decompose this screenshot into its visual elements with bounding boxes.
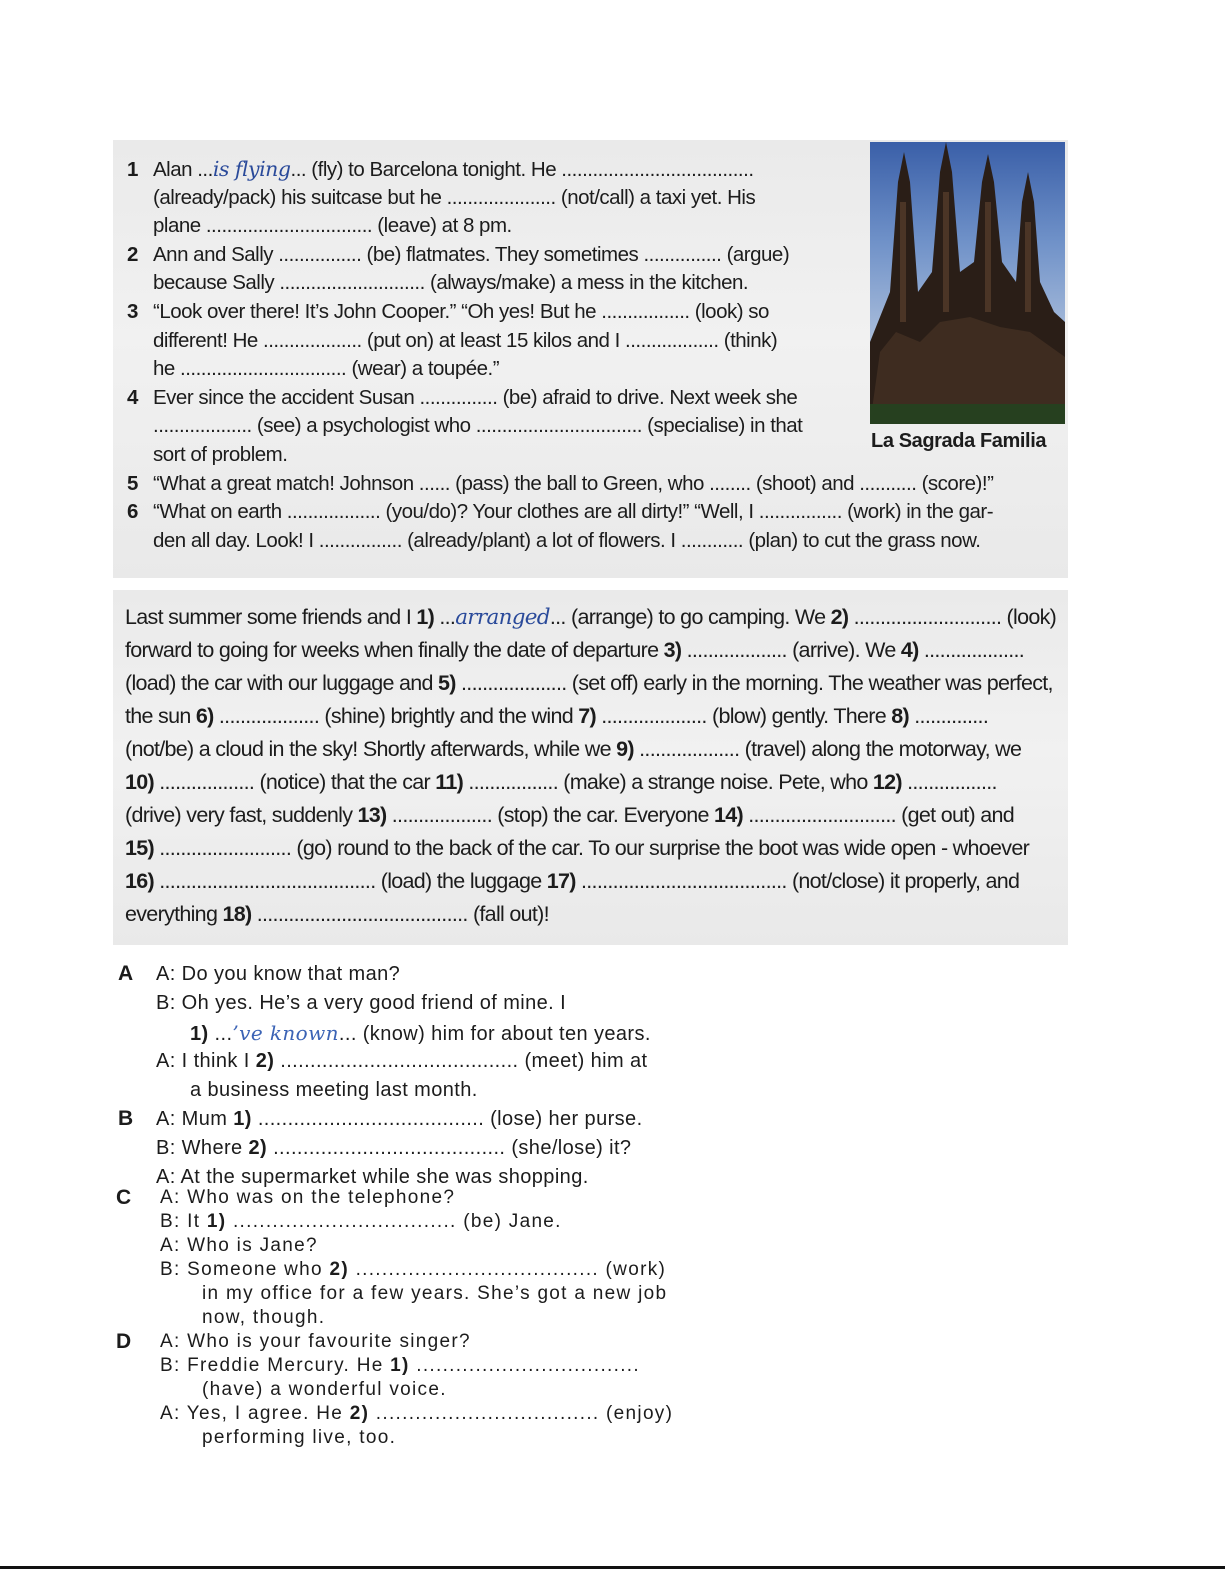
text-segment: B: Oh yes. He’s a very good friend of mine. I — [156, 992, 567, 1014]
text-segment: .................... (blow) gently. There — [595, 704, 892, 728]
item-number: 3 — [127, 300, 138, 323]
gap-number: 5) — [438, 671, 456, 695]
exercise-2-line — [125, 704, 988, 729]
item-number: 5 — [127, 471, 138, 495]
exercise-2-line — [125, 869, 1019, 894]
exercise-2-line — [125, 770, 997, 795]
gap-number: 7) — [578, 704, 596, 728]
text-segment: ... (arrange) to go camping. We — [549, 605, 831, 629]
text-segment: because Sally ............................ (always/make) a mess in the kitchen. — [153, 271, 749, 295]
exercise-1-line — [127, 186, 755, 210]
text-segment: .............. — [909, 704, 989, 728]
text-segment: A: Who was on the telephone? — [160, 1187, 456, 1208]
text-segment: A: At the supermarket while she was shopping. — [156, 1166, 589, 1188]
text-segment: ................... (see) a psychologist who ................................ (specialise) in that — [153, 414, 803, 438]
text-segment: ......................................... (load) the luggage — [153, 869, 547, 893]
gap-number: 14) — [713, 803, 743, 827]
gap-number: 2) — [830, 605, 849, 629]
exercise-2-line — [125, 803, 1014, 828]
text-segment: ................. (make) a strange noise. Pete, who — [463, 770, 873, 794]
gap-number: 12) — [872, 770, 902, 794]
gap-number: 16) — [125, 869, 154, 893]
photo-caption: La Sagrada Familia — [871, 430, 1047, 452]
text-segment: forward to going for weeks when finally the date of departure — [125, 638, 664, 662]
item-number: 1 — [127, 158, 138, 181]
exercise-1-line — [127, 157, 754, 182]
dialogue-letter: A — [118, 962, 134, 985]
text-segment: he ................................ (wear) a toupée.” — [153, 357, 500, 381]
text-segment: ................... (travel) along the motorway, we — [633, 737, 1022, 761]
gap-number: 2) — [329, 1259, 349, 1280]
exercise-1-line — [127, 214, 512, 238]
dialogue-line — [202, 1307, 325, 1329]
dialogue-line — [156, 963, 400, 986]
text-segment: A: Do you know that man? — [156, 963, 401, 985]
text-segment: ................... — [918, 638, 1025, 662]
text-segment: ......................... (go) round to the back of the car. To our surprise the boot was wide open - whoever — [153, 836, 1030, 860]
gap-number: 2) — [248, 1137, 268, 1159]
exercise-2-line — [125, 737, 1021, 762]
page-bottom-rule — [0, 1566, 1225, 1569]
text-segment: A: Who is Jane? — [160, 1235, 318, 1256]
exercise-1-line — [127, 300, 769, 324]
gap-number: 1) — [206, 1211, 227, 1232]
text-segment: B: Where — [156, 1137, 249, 1159]
exercise-1-line — [127, 357, 499, 381]
exercise-1-line — [127, 529, 980, 553]
exercise-1-line — [127, 271, 748, 295]
text-segment: .................................. (be) Jane. — [226, 1211, 562, 1232]
dialogue-line — [160, 1211, 562, 1233]
text-segment: plane ................................ (leave) at 8 pm. — [153, 214, 512, 238]
text-segment: ........................................ (fall out)! — [251, 902, 549, 926]
gap-number: 4) — [900, 638, 919, 662]
text-segment: .................... (set off) early in the morning. The weather was perfect, — [455, 671, 1053, 695]
text-segment: .................. (notice) that the car — [153, 770, 436, 794]
dialogue-line — [160, 1259, 666, 1281]
text-segment: Ever since the accident Susan ............... (be) afraid to drive. Next week she — [153, 385, 798, 409]
exercise-2-line — [125, 836, 1029, 861]
text-segment: everything — [125, 902, 223, 926]
exercise-1-line — [127, 472, 993, 496]
text-segment: A: Mum — [156, 1108, 234, 1130]
text-segment: ..................................... (work) — [348, 1259, 667, 1280]
text-segment: “Look over there! It’s John Cooper.” “Oh yes! But he ................. (look) so — [153, 300, 769, 323]
exercise-1-line — [127, 386, 797, 410]
text-segment: (have) a wonderful voice. — [202, 1379, 447, 1400]
text-segment: ............................ (look) — [848, 605, 1057, 629]
exercise-1-line — [127, 443, 287, 467]
dialogue-line — [160, 1355, 640, 1377]
sagrada-familia-photo — [870, 142, 1065, 424]
cathedral-illustration — [870, 142, 1065, 424]
gap-number: 8) — [891, 704, 909, 728]
text-segment: .................................. — [409, 1355, 640, 1376]
text-segment: a business meeting last month. — [190, 1079, 478, 1101]
gap-number: 11) — [435, 770, 464, 794]
gap-number: 2) — [349, 1403, 370, 1424]
text-segment: (load) the car with our luggage and — [125, 671, 439, 695]
gap-number: 13) — [357, 803, 387, 827]
example-answer: is flying — [212, 157, 291, 181]
dialogue-line — [156, 1137, 631, 1160]
gap-number: 6) — [195, 704, 214, 728]
exercise-2-line — [125, 902, 549, 927]
item-number: 4 — [127, 385, 138, 409]
text-segment: ....................................... (not/close) it properly, and — [575, 869, 1020, 893]
text-segment: (not/be) a cloud in the sky! Shortly afterwards, while we — [125, 737, 617, 761]
gap-number: 1) — [190, 1023, 209, 1045]
gap-number: 10) — [125, 770, 154, 794]
text-segment: “What a great match! Johnson ...... (pass) the ball to Green, who ........ (shoot) and ........... (score)!” — [153, 471, 994, 495]
gap-number: 1) — [233, 1108, 252, 1130]
text-segment: ........................................ (meet) him at — [274, 1050, 648, 1072]
gap-number: 9) — [616, 737, 634, 761]
text-segment: “What on earth .................. (you/do)? Your clothes are all dirty!” “Well, I ................ (work) in the gar- — [153, 500, 994, 524]
text-segment: ................... (shine) brightly and the wind — [213, 704, 579, 728]
gap-number: 15) — [125, 836, 154, 860]
text-segment: sort of problem. — [153, 443, 288, 466]
dialogue-line — [156, 1108, 643, 1131]
dialogue-letter: D — [116, 1330, 133, 1353]
text-segment: (drive) very fast, suddenly — [125, 803, 358, 827]
gap-number: 1) — [390, 1355, 410, 1376]
exercise-1-line — [127, 329, 777, 353]
text-segment: (already/pack) his suitcase but he ..................... (not/call) a taxi yet. His — [153, 185, 756, 209]
text-segment: ................... (stop) the car. Everyone — [386, 803, 714, 827]
text-segment: ... (know) him for about ten years. — [338, 1023, 651, 1045]
text-segment: A: I think I — [156, 1050, 256, 1072]
exercise-2-line — [125, 671, 1053, 696]
text-segment: A: Yes, I agree. He — [160, 1403, 350, 1424]
gap-number: 17) — [546, 869, 576, 893]
text-segment: performing live, too. — [202, 1427, 397, 1448]
gap-number: 3) — [663, 638, 682, 662]
dialogue-line — [160, 1235, 318, 1257]
dialogue-line — [156, 1050, 647, 1073]
text-segment: the sun — [125, 704, 196, 728]
text-segment: ............................ (get out) and — [742, 803, 1014, 827]
gap-number: 18) — [222, 902, 252, 926]
text-segment: Alan ... — [153, 158, 213, 181]
text-segment: Last summer some friends and I — [125, 605, 417, 629]
dialogue-line — [156, 1166, 589, 1189]
text-segment: ... — [434, 605, 456, 629]
text-segment: den all day. Look! I ................ (already/plant) a lot of flowers. I ............ (plan) to cut the grass now. — [153, 528, 981, 552]
exercise-1-panel — [113, 140, 1068, 578]
text-segment: now, though. — [202, 1307, 326, 1328]
text-segment: .................................. (enjoy) — [369, 1403, 674, 1424]
text-segment: B: Someone who — [160, 1259, 330, 1280]
dialogue-letter: C — [116, 1186, 133, 1209]
exercise-2-line — [125, 605, 1056, 630]
exercise-2-panel — [113, 590, 1068, 945]
exercise-1-line — [127, 500, 993, 524]
gap-number: 1) — [416, 605, 435, 629]
dialogue-line — [160, 1331, 471, 1353]
dialogue-line — [202, 1283, 667, 1305]
text-segment: in my office for a few years. She’s got a new job — [202, 1283, 668, 1304]
item-number: 2 — [127, 242, 138, 266]
text-segment: Ann and Sally ................ (be) flatmates. They sometimes ............... (argue) — [153, 242, 790, 266]
example-answer: ’ve known — [232, 1021, 339, 1045]
dialogue-line — [190, 1021, 651, 1046]
text-segment: ................... (arrive). We — [681, 638, 901, 662]
text-segment: ....................................... (she/lose) it? — [267, 1137, 632, 1159]
text-segment: B: It — [160, 1211, 207, 1232]
text-segment: ...................................... (lose) her purse. — [251, 1108, 643, 1130]
text-segment: A: Who is your favourite singer? — [160, 1331, 471, 1352]
item-number: 6 — [127, 500, 138, 524]
gap-number: 2) — [255, 1050, 275, 1072]
text-segment: different! He ................... (put on) at least 15 kilos and I .................. (think) — [153, 328, 778, 352]
dialogue-line — [202, 1427, 396, 1449]
dialogue-line — [160, 1403, 673, 1425]
dialogue-line — [160, 1187, 455, 1209]
exercise-2-line — [125, 638, 1024, 663]
exercise-1-line — [127, 243, 789, 267]
text-segment: ................. — [901, 770, 997, 794]
text-segment: ... — [208, 1023, 233, 1045]
example-answer: arranged — [455, 605, 550, 630]
dialogue-line — [190, 1079, 478, 1102]
dialogue-line — [202, 1379, 447, 1401]
dialogue-letter: B — [118, 1107, 134, 1130]
exercise-1-line — [127, 414, 802, 438]
text-segment: ... (fly) to Barcelona tonight. He ..................................... — [290, 158, 754, 181]
text-segment: B: Freddie Mercury. He — [160, 1355, 391, 1376]
dialogue-line — [156, 992, 566, 1015]
